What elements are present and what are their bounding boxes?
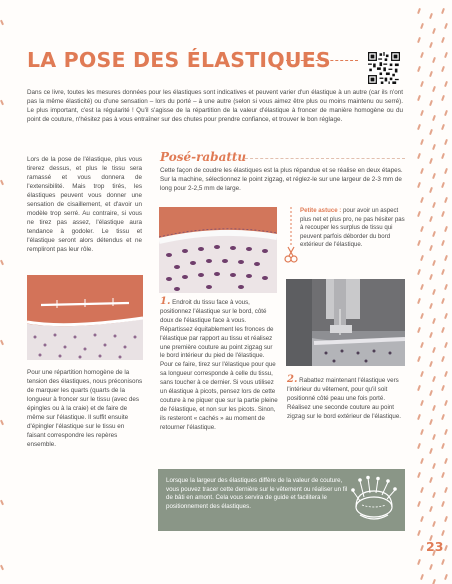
pattern-mark [420,167,424,173]
pattern-mark [420,457,424,463]
pattern-mark [417,559,421,565]
pattern-mark [444,457,448,463]
pattern-mark [444,399,448,405]
pattern-mark [429,332,433,338]
pattern-mark [417,37,421,43]
pattern-mark [432,172,436,178]
pattern-mark [420,312,424,318]
pattern-mark [429,71,433,77]
pattern-mark [417,385,421,391]
pattern-mark [444,51,448,57]
pattern-mark [420,80,424,86]
note-text: Lorsque la largeur des élastiques diffère de la valeur de couture, vous pouvez tracer cette dernière sur le vêtement ou réaliser un fil de bâti en amont. Cela vous servira de guide et facilitera le positionnement des élastiques. [166,477,348,510]
tip-paragraph [300,207,405,250]
pattern-mark [444,341,448,347]
pattern-mark [417,269,421,275]
step-1-number: 1. [160,296,171,307]
pattern-mark [444,312,448,318]
pattern-mark [441,385,445,391]
pattern-mark [417,298,421,304]
pattern-mark [444,109,448,115]
pattern-mark [432,462,436,468]
pattern-mark [441,356,445,362]
pattern-mark [432,85,436,91]
pattern-mark [432,433,436,439]
pattern-mark [432,288,436,294]
step-1 [160,298,278,433]
pattern-mark [420,370,424,376]
pattern-mark [441,95,445,101]
pattern-mark [441,66,445,72]
pattern-mark [444,283,448,289]
section-dashed-rule [245,158,405,159]
step-2 [287,376,403,422]
pattern-mark [432,259,436,265]
pattern-mark [441,559,445,565]
pattern-mark [444,254,448,260]
pattern-mark [420,254,424,260]
pattern-mark [444,515,448,521]
pattern-mark [429,564,433,570]
step-2-text: Rabattez maintenant l'élastique vers l'intérieur du vêtement, pour qu'il soit positionné côté peau une fois porté. Réalisez une seconde couture au point zigzag sur le bord extérieur de l'élastique. [287,377,401,420]
pattern-mark [441,414,445,420]
pattern-mark [429,477,433,483]
pattern-mark [420,515,424,521]
pattern-mark [441,327,445,333]
pattern-mark [444,573,448,579]
pattern-mark [420,341,424,347]
left-edge-decoration [0,0,8,584]
pattern-mark [429,419,433,425]
pattern-mark [429,506,433,512]
pattern-mark [432,114,436,120]
pattern-mark [429,274,433,280]
pattern-mark [429,361,433,367]
scissors-icon [284,207,298,267]
pattern-mark [441,472,445,478]
pattern-mark [441,182,445,188]
pattern-mark [441,8,445,14]
pattern-mark [417,124,421,130]
pattern-mark [444,486,448,492]
pattern-mark [420,196,424,202]
pattern-mark [444,544,448,550]
pattern-mark [444,196,448,202]
section-title: Posé-rabattu [160,150,247,164]
pattern-mark [441,240,445,246]
pattern-mark [432,578,436,584]
title-dashed-rule [286,60,358,61]
pattern-mark [441,269,445,275]
pattern-mark [417,443,421,449]
pattern-mark [420,399,424,405]
pattern-mark [432,317,436,323]
pincushion-icon [350,475,398,525]
photo-elastic-on-fabric [27,275,143,360]
pattern-mark [444,167,448,173]
pattern-mark [420,22,424,28]
pattern-mark [432,27,436,33]
pattern-mark [429,390,433,396]
pattern-mark [417,95,421,101]
pattern-mark [432,404,436,410]
page-number: 23 [426,539,444,554]
pattern-mark [429,129,433,135]
pattern-mark [441,153,445,159]
pattern-mark [429,158,433,164]
intro-paragraph: Dans ce livre, toutes les mesures données pour les élastiques sont indicatives et peuvent varier d'un élastique à un autre (car ils n'ont pas la même élasticité) ou d'une sensation – lors du porté – à une autre (selon si vous aimez être plus ou moins maintenu ou serré). Le plus important, c'est la régularité ! Qu'il s'agisse de la répartition de la valeur d'élastique à froncer de manière homogène ou du point de couture, n'hésitez pas à vous entraîner sur des chutes pour prendre confiance, et trouver le bon réglage. [27,89,403,123]
pattern-mark [417,240,421,246]
photo-elastic-pinned [159,207,277,293]
pattern-mark [420,51,424,57]
qr-code-icon [368,52,400,84]
step-2-number: 2. [287,374,298,385]
tip-text: pour avoir un aspect plus net et plus pro, ne pas hésiter pas à recouper les surplus de tissu qui peuvent parfois déborder du bord extérieur de l'élastique. [300,207,405,249]
pattern-mark [417,8,421,14]
pattern-mark [420,428,424,434]
pattern-mark [432,491,436,497]
pattern-mark [417,501,421,507]
pattern-mark [417,182,421,188]
distribution-paragraph: Pour une répartition homogène de la tension des élastiques, nous préconisons de marquer les quarts (quarts de la longueur à froncer sur le tissu (avec des épingles ou à la craie) et de faire de même sur l'élastique. Il suffit ensuite d'épingler l'élastique sur le tissu en faisant correspondre les repères ensemble. [27,369,143,448]
pattern-mark [432,201,436,207]
note-box [158,469,405,531]
pattern-mark [441,211,445,217]
pattern-mark [441,298,445,304]
right-edge-pattern [412,0,452,584]
pattern-mark [417,327,421,333]
pattern-mark [420,109,424,115]
pattern-mark [429,448,433,454]
pattern-mark [429,216,433,222]
pattern-mark [429,187,433,193]
page-title: LA POSE DES ÉLASTIQUES [27,48,331,72]
pattern-mark [441,530,445,536]
pattern-mark [420,138,424,144]
pattern-mark [420,225,424,231]
step-1-text: Endroit du tissu face à vous, positionnez l'élastique sur le bord, côté doux de l'élastique face à vous. Répartissez équitablement les fronces de l'élastique par rapport au tissu et réalisez une première couture au point zigzag sur le bord intérieur du pied de l'élastique. Pour ce faire, tirez sur l'élastique pour que sa longueur corresponde à celle du tissu, sans toucher à ce dernier. Si vous utilisez un élastique à picots, pensez lors de cette couture à ne piquer que sur la partie pleine de l'élastique, et non sur les picots. Sinon, ils resteront « cachés » au moment de retourner l'élastique. [160,299,278,431]
pattern-mark [417,66,421,72]
pattern-mark [444,80,448,86]
pattern-mark [417,414,421,420]
pattern-mark [420,486,424,492]
pattern-mark [444,225,448,231]
pattern-mark [417,530,421,536]
section-intro: Cette façon de coudre les élastiques est la plus répandue et se réalise en deux étapes. Sur la machine, sélectionnez le point zigzag, et réglez-le sur une largeur de 2-3 mm de long pour 2-2,5 mm de large. [160,167,403,192]
pattern-mark [444,370,448,376]
photo-sewing-machine [286,279,405,366]
pattern-mark [441,37,445,43]
pattern-mark [420,573,424,579]
pattern-mark [429,42,433,48]
pattern-mark [441,124,445,130]
pattern-mark [444,22,448,28]
pattern-mark [417,356,421,362]
pattern-mark [429,13,433,19]
pattern-mark [432,375,436,381]
pattern-mark [432,56,436,62]
pattern-mark [441,501,445,507]
pattern-mark [432,520,436,526]
pattern-mark [420,544,424,550]
pattern-mark [417,211,421,217]
pattern-mark [444,428,448,434]
pattern-mark [420,283,424,289]
pattern-mark [417,153,421,159]
tip-label: Petite astuce : [300,207,342,214]
pattern-mark [429,100,433,106]
pattern-mark [429,303,433,309]
pattern-mark [432,230,436,236]
pattern-mark [417,472,421,478]
elastic-tension-paragraph: Lors de la pose de l'élastique, plus vous tirerez dessus, et plus le tissu sera ramassé et vous donnera de l'extensibilité. Mais trop tirés, les élastiques peuvent vous donner une sensation de cisaillement, et d'avoir un modèle trop serré. Au contraire, si vous ne tirez pas assez, l'élastique aura tendance à godoler. Le tissu et l'élastique seront alors détendus et ne rempliront pas leur rôle. [27,156,142,253]
pattern-mark [432,346,436,352]
pattern-mark [432,143,436,149]
pattern-mark [444,138,448,144]
pattern-mark [429,245,433,251]
pattern-mark [441,443,445,449]
